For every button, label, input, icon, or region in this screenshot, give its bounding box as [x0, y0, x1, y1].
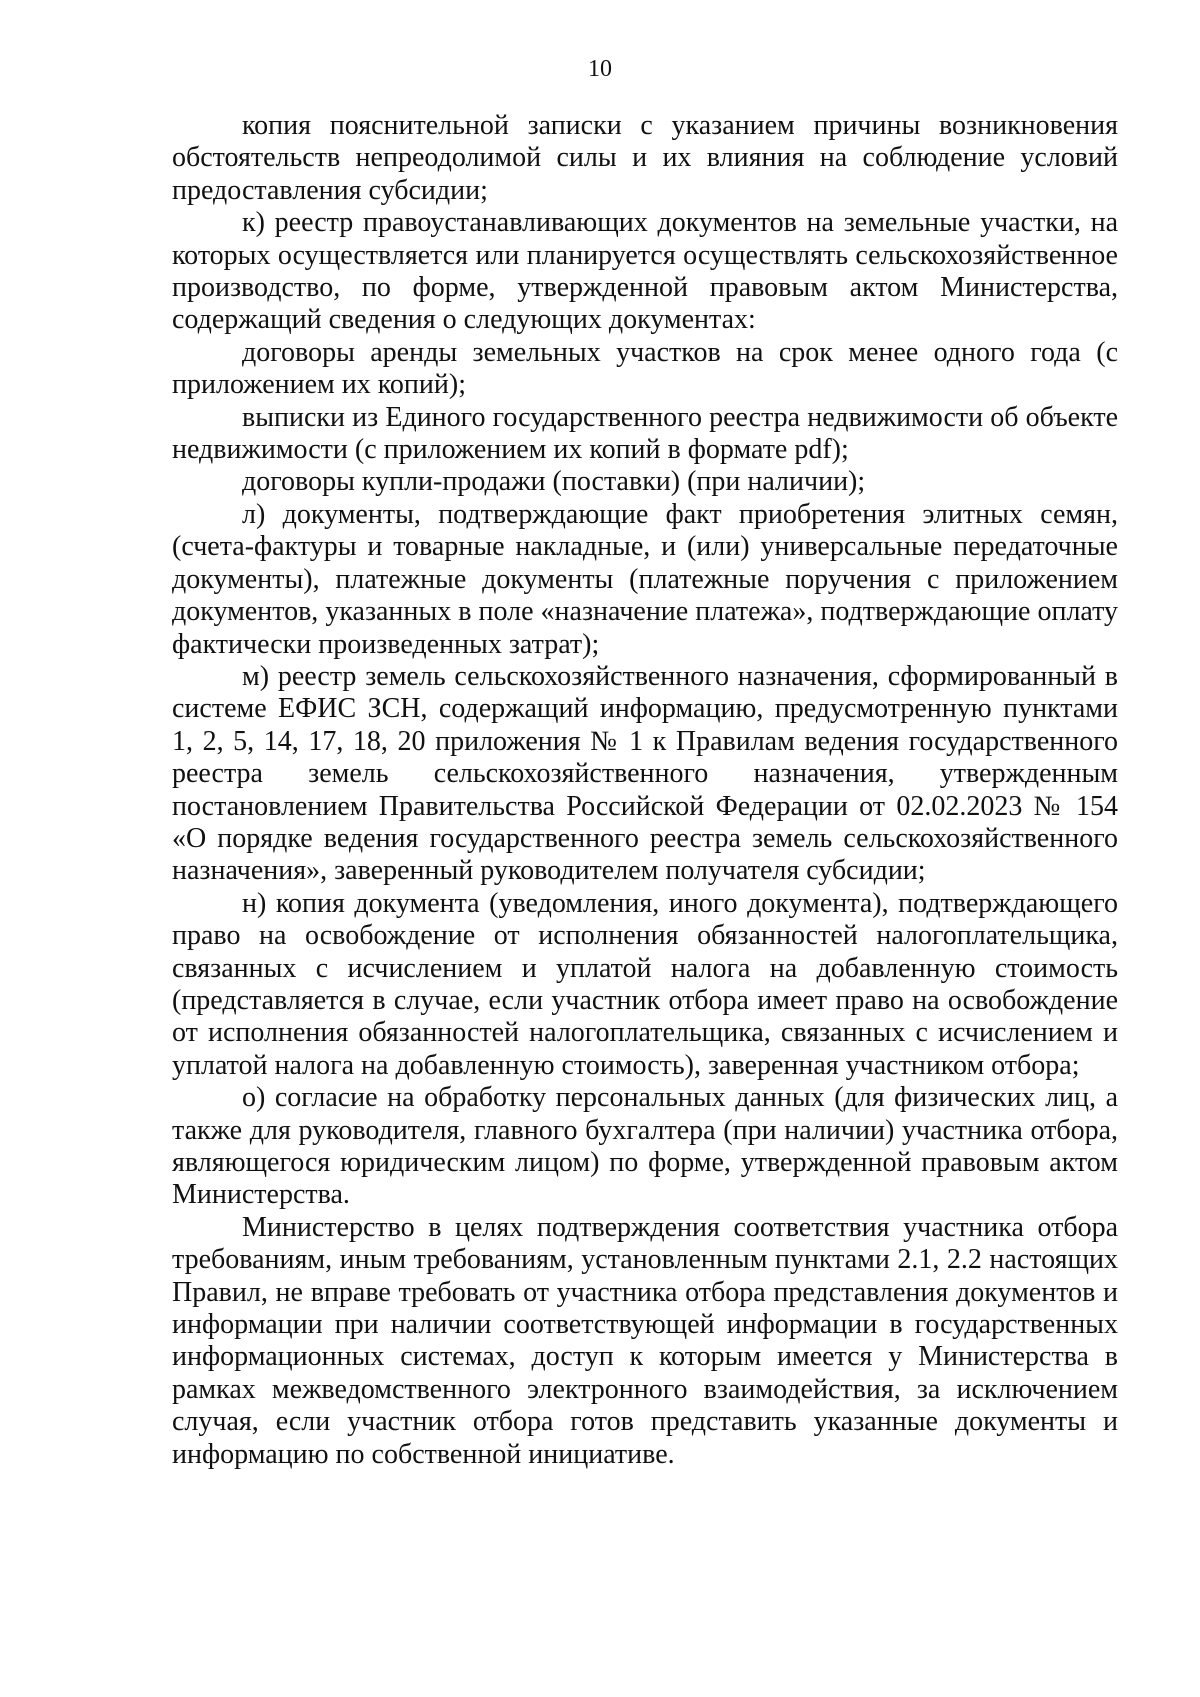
paragraph-item-o: о) согласие на обработку персональных данных (для физических лиц, а также для руководителя, главного бухгалтера (при наличии) участника отбора, являющегося юридическим лицом) по форме, утвержденной правовым актом Министерства. — [172, 1082, 1118, 1211]
paragraph-ministry-requirements: Министерство в целях подтверждения соответствия участника отбора требованиям, иным требованиям, установленным пунктами 2.1, 2.2 настоящих Правил, не вправе требовать от участника отбора представления документов и информации при наличии соответствующей информации в государственных информационных системах, доступ к которым имеется у Министерства в рамках межведомственного электронного взаимодействия, за исключением случая, если участник отбора готов представить указанные документы и информацию по собственной инициативе. — [172, 1211, 1118, 1470]
paragraph-explanatory-note-copy: копия пояснительной записки с указанием причины возникновения обстоятельств непреодолимой силы и их влияния на соблюдение условий предоставления субсидии; — [172, 110, 1118, 206]
paragraph-item-n: н) копия документа (уведомления, иного документа), подтверждающего право на освобождение от исполнения обязанностей налогоплательщика, связанных с исчислением и уплатой налога на добавленную стоимость (представляется в случае, если участник отбора имеет право на освобождение от исполнения обязанностей налогоплательщика, связанных с исчислением и уплатой налога на добавленную стоимость), заверенная участником отбора; — [172, 887, 1118, 1081]
paragraph-item-k: к) реестр правоустанавливающих документов на земельные участки, на которых осуществляется или планируется осуществлять сельскохозяйственное производство, по форме, утвержденной правовым актом Министерства, содержащий сведения о следующих документах: — [172, 207, 1118, 336]
paragraph-purchase-agreements: договоры купли-продажи (поставки) (при наличии); — [242, 466, 866, 498]
paragraph-item-l: л) документы, подтверждающие факт приобретения элитных семян, (счета-фактуры и товарные накладные, и (или) универсальные передаточные документы), платежные документы (платежные поручения с приложением документов, указанных в поле «назначение платежа», подтверждающие оплату фактически произведенных затрат); — [172, 498, 1118, 660]
paragraph-registry-extracts: выписки из Единого государственного реестра недвижимости об объекте недвижимости (с приложением их копий в формате pdf); — [172, 401, 1118, 466]
paragraph-item-m: м) реестр земель сельскохозяйственного назначения, сформированный в системе ЕФИС ЗСН, содержащий информацию, предусмотренную пунктами 1, 2, 5, 14, 17, 18, 20 приложения № 1 к Правилам ведения государственного реестра земель сельскохозяйственного назначения, утвержденным постановлением Правительства Российской Федерации от 02.02.2023 № 154 «О порядке ведения государственного реестра земель сельскохозяйственного назначения», заверенный руководителем получателя субсидии; — [172, 660, 1118, 887]
page-number: 10 — [588, 56, 612, 82]
document-body — [172, 110, 1118, 1471]
paragraph-lease-agreements: договоры аренды земельных участков на срок менее одного года (с приложением их копий); — [172, 336, 1118, 401]
